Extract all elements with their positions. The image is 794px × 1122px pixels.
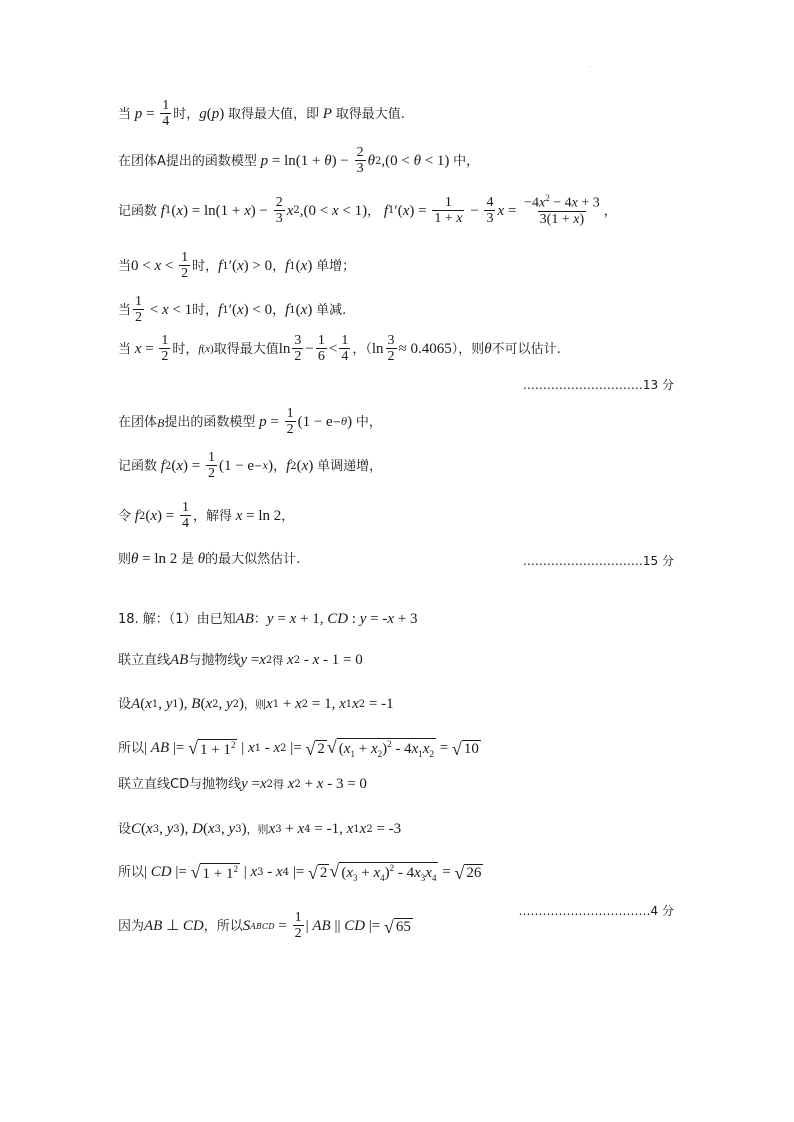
- line-2: 在团体A提出的函数模型 p = ln(1 + θ ) − $\frac{2}{3}$ θ 2 ,(0 < θ < 1) 中，: [118, 145, 480, 177]
- sqrt: √ 2: [308, 862, 328, 883]
- line-9: 令 f 2 ( x ) = $\frac{1}{4}$ ，解得 x = ln 2 ，: [118, 500, 295, 532]
- fraction: $\frac{2}{3}$: [275, 194, 283, 227]
- sqrt: √ 26: [454, 862, 482, 883]
- fraction: $\frac{2}{3}$: [356, 145, 364, 177]
- line-7: 在团体 B 提出的函数模型 p = $\frac{1}{2}$ (1 − e −θ ) 中，: [118, 406, 382, 438]
- sqrt: √ 10: [451, 738, 479, 759]
- fraction: $\frac{1}{1 + x}$: [434, 194, 463, 227]
- line-1: 当 p = $\frac{1}{4}$ 时， g ( p ) 取得最大值，即 P 取得最大值.: [118, 98, 405, 130]
- line-12: 联立直线 AB 与抛物线 y = x 2 得 x 2 - x - 1 = 0: [118, 652, 363, 668]
- fraction: $\frac{4}{3}$: [486, 194, 494, 227]
- line-16: 设 C ( x 3 , y 3 ), D ( x 3 , y 3 ) ，则 x 3 + x 4 = -1, x 1 x 2 = -3: [118, 821, 402, 837]
- fraction: $\frac{1}{4}$: [162, 98, 170, 130]
- score-13: …………………………13 分: [522, 378, 674, 392]
- sqrt: √ $1 + 1^2$: [188, 738, 236, 758]
- line-18: 因为 AB ⊥ CD ，所以 S ABCD = $\frac{1}{2}$ | AB || CD |= √ 65: [118, 910, 411, 942]
- fraction: $\frac{1}{4}$: [181, 500, 189, 532]
- line-14: 所以 | AB |= √ $1 + 1^2$ | x 1 - x 2 |= √ 2 √ $(x_1 + x_2)^2 - 4x_1x_2$ = √ 10: [118, 737, 479, 759]
- fraction: $\frac{1}{6}$: [317, 333, 325, 365]
- sqrt: √ 65: [384, 916, 411, 937]
- line-8: 记函数 f 2 ( x ) = $\frac{1}{2}$ (1 − e −x ) ， f 2 ( x ) 单调递增，: [118, 450, 383, 482]
- corner-mark: ·: [589, 64, 591, 71]
- score-4: ……………………………4 分: [518, 904, 674, 918]
- line-15: 联立直线CD与抛物线 y = x 2 得 x 2 + x - 3 = 0: [118, 776, 367, 792]
- fraction: $\frac{1}{2}$: [294, 910, 302, 942]
- fraction: $\frac{1}{2}$: [161, 333, 169, 365]
- line-6: 当 x = $\frac{1}{2}$ 时， f ( x ) 取得最大值 ln $\frac{3}{2}$ − $\frac{1}{6}$ < $\frac{1}{4}$ ，（ ln $\frac{3}{2}$ ≈ 0.4065 ），则 θ 不可以估计.: [118, 333, 561, 365]
- sqrt: √ $1 + 1^2$: [190, 862, 238, 882]
- sqrt: √ $(x_1 + x_2)^2 - 4x_1x_2$: [326, 737, 434, 759]
- fraction: $\frac{1}{2}$: [207, 450, 215, 482]
- fraction: $\frac{1}{4}$: [341, 333, 349, 365]
- fraction: $\frac{3}{2}$: [387, 333, 395, 365]
- sqrt: √ 2: [305, 738, 325, 759]
- line-10: 则 θ = ln 2 是 θ 的最大似然估计.: [118, 551, 301, 567]
- fraction: $\frac{1}{2}$: [286, 406, 294, 438]
- sqrt: √ $(x_3 + x_4)^2 - 4x_3x_4$: [329, 861, 437, 883]
- fraction: $\frac{3}{2}$: [294, 333, 302, 365]
- line-11: 18. 解：（1）由已知 AB ： y = x + 1, CD : y = - x + 3: [118, 611, 418, 627]
- fraction: $\frac{1}{2}$: [181, 250, 189, 282]
- line-5: 当 $\frac{1}{2}$ < x < 1 时， f 1 ′( x ) < 0 ， f 1 ( x ) 单减.: [118, 294, 347, 326]
- line-3: 记函数 f 1 ( x ) = ln(1 + x ) − $\frac{2}{3}$ x 2 ,(0 < x < 1) ， f 1 ′( x ) = $\frac{1}{1 + x}$ − $\frac{4}{3}$ x = $\frac{-4x^2 - 4x + 3}{3(1 + x)}$ ，: [118, 193, 617, 228]
- score-15: …………………………15 分: [522, 554, 674, 568]
- line-4: 当 0 < x < $\frac{1}{2}$ 时， f 1 ′( x ) > 0 ， f 1 ( x ) 单增；: [118, 250, 356, 282]
- fraction: $\frac{-4x^2 - 4x + 3}{3(1 + x)}$: [524, 193, 600, 228]
- line-17: 所以 | CD |= √ $1 + 1^2$ | x 3 - x 4 |= √ 2 √ $(x_3 + x_4)^2 - 4x_3x_4$ = √ 26: [118, 861, 482, 883]
- line-13: 设 A ( x 1 , y 1 ), B ( x 2 , y 2 ) ，则 x 1 + x 2 = 1, x 1 x 2 = -1: [118, 696, 394, 712]
- fraction: $\frac{1}{2}$: [135, 294, 143, 326]
